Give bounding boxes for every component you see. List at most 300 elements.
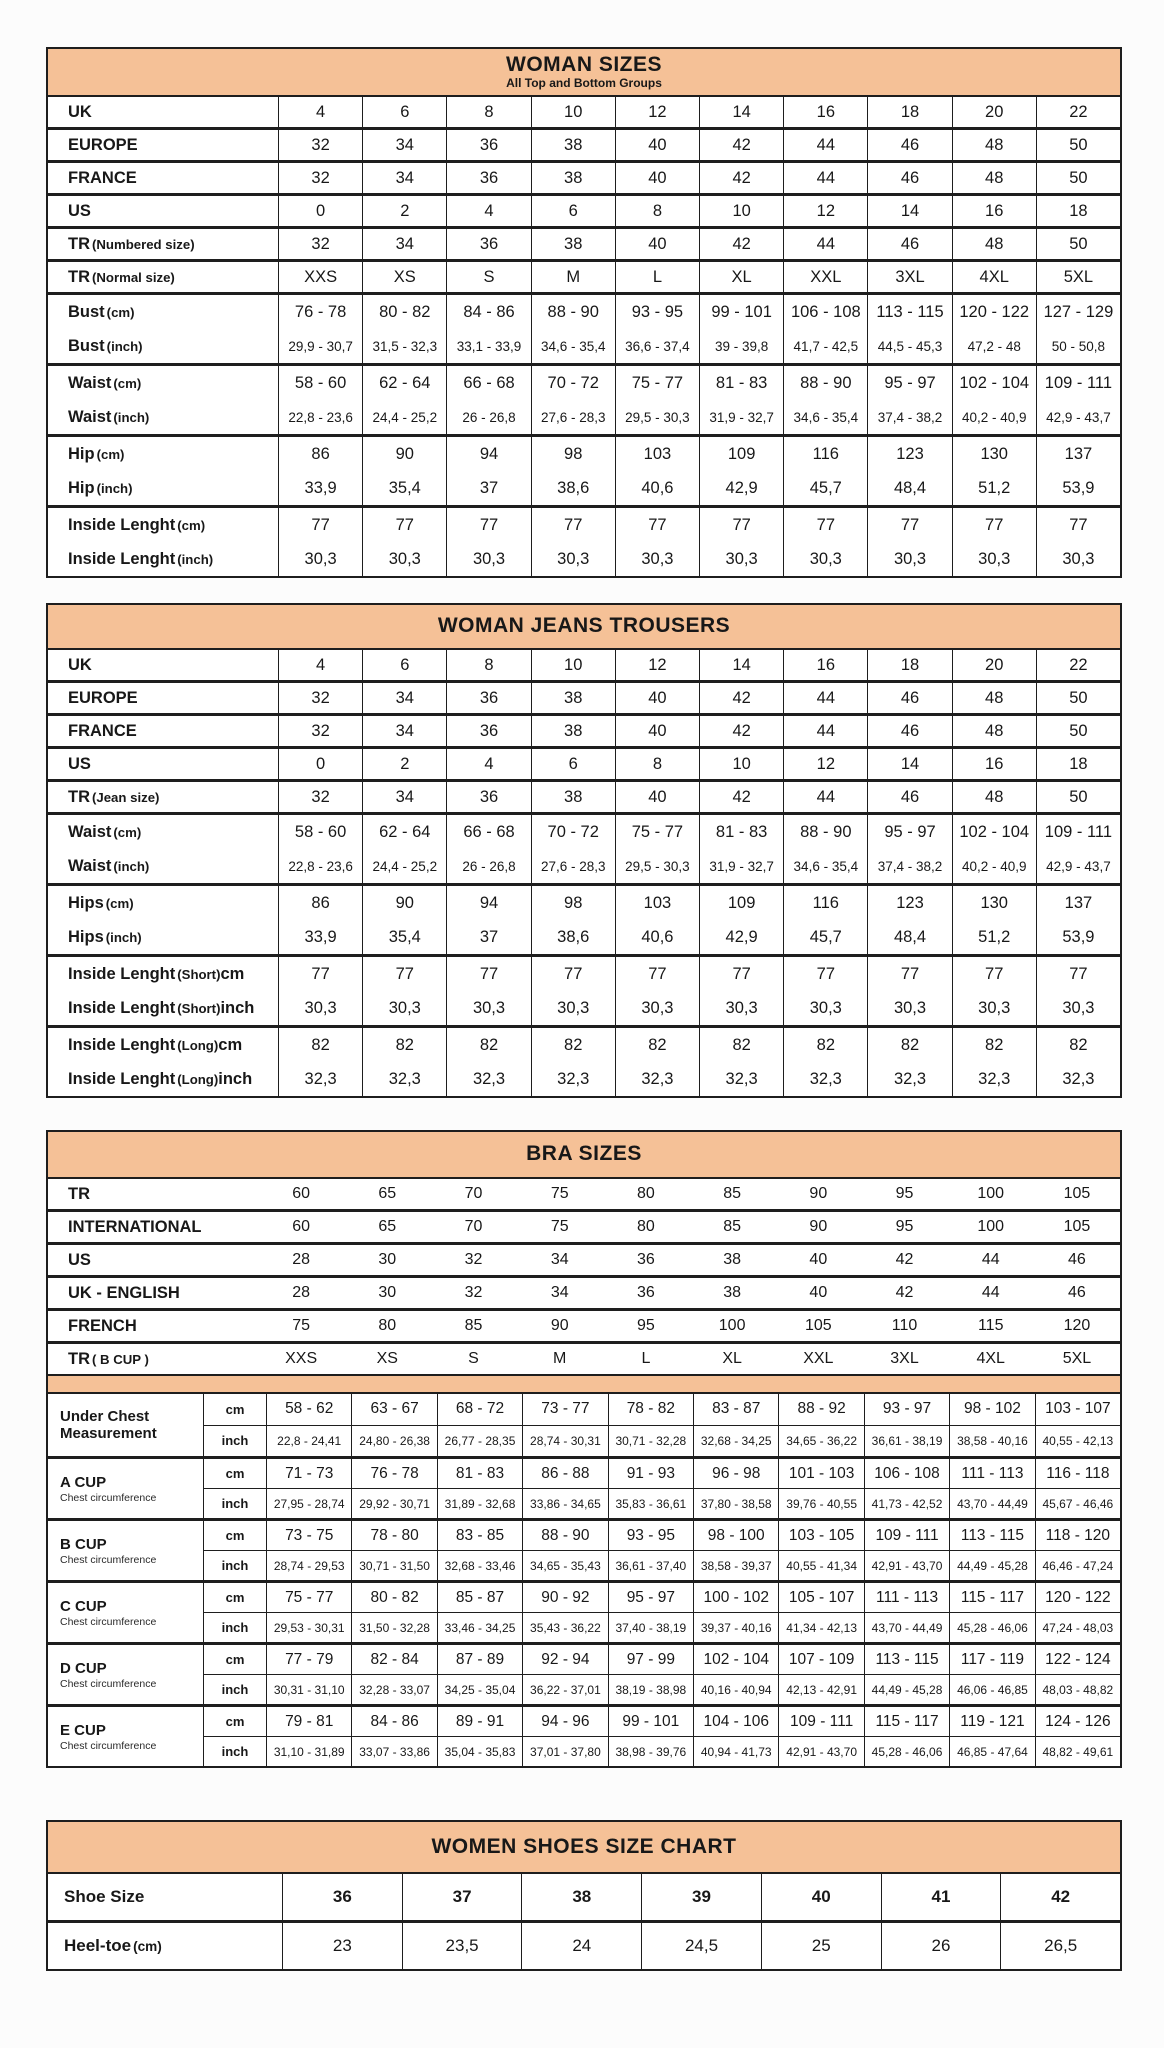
table-cell: 58 - 60: [294, 373, 347, 392]
table-cell: 29,5 - 30,3: [615, 849, 699, 883]
table-cell: 36: [637, 1251, 655, 1268]
table-cell: 30,71 - 32,28: [608, 1426, 693, 1457]
table-cell: 47,24 - 48,03: [1035, 1613, 1120, 1642]
table-cell: 80 - 82: [362, 295, 446, 329]
table-row: [48, 196, 1120, 226]
table-cell: 46: [867, 683, 951, 713]
table-cell: 14: [867, 749, 951, 779]
table-cell: 6: [362, 97, 446, 127]
table-cell: 39,37 - 40,16: [693, 1613, 778, 1642]
table-row: [204, 1488, 1120, 1518]
table-row: [48, 262, 1120, 292]
woman-sizes-header: [48, 49, 1120, 97]
table-row: [48, 991, 1120, 1025]
table-cell: 30,3: [699, 542, 783, 576]
table-cell: 80: [378, 1317, 397, 1334]
table-cell: 22,8 - 23,6: [288, 409, 353, 425]
table-cell: 44: [783, 163, 867, 193]
bra-measurement-grid: [48, 1394, 1120, 1766]
table-cell: 95 - 97: [867, 815, 951, 849]
table-cell: 18: [867, 650, 951, 680]
table-cell: 12: [615, 650, 699, 680]
table-cell: 48,03 - 48,82: [1035, 1675, 1120, 1704]
table-cell: 50 - 50,8: [1036, 329, 1120, 363]
table-cell: 45,67 - 46,46: [1035, 1489, 1120, 1518]
table-cell: 38,6: [531, 920, 615, 954]
unit-label: inch: [204, 1489, 267, 1518]
table-cell: 36,6 - 37,4: [615, 329, 699, 363]
label-unit: (Jean size): [92, 789, 160, 805]
unit-label: cm: [204, 1394, 267, 1425]
table-row: [48, 782, 1120, 812]
table-cell: 33,86 - 34,65: [522, 1489, 607, 1518]
table-cell: 30,3: [699, 991, 783, 1025]
table-cell: 42: [895, 1251, 914, 1268]
table-cell: 27,6 - 28,3: [531, 400, 615, 434]
table-cell: 32: [311, 135, 330, 154]
table-cell: 16: [783, 97, 867, 127]
table-cell: 34: [362, 683, 446, 713]
table-cell: 116 - 118: [1035, 1459, 1120, 1488]
table-cell: 30,3: [304, 549, 337, 568]
row-label: Hip (inch): [48, 471, 279, 505]
table-cell: 6: [531, 196, 615, 226]
table-cell: 115 - 117: [864, 1707, 949, 1736]
table-cell: 34: [362, 716, 446, 746]
table-group: [48, 1275, 1120, 1308]
table-cell: 12: [783, 749, 867, 779]
bra-group-name: E CUP: [60, 1721, 106, 1739]
table-cell: 48: [952, 163, 1036, 193]
table-cell: 34,6 - 35,4: [531, 329, 615, 363]
table-cell: 40: [615, 163, 699, 193]
table-cell: 42: [699, 716, 783, 746]
table-cell: XL: [722, 1350, 742, 1367]
table-cell: 98: [531, 437, 615, 471]
table-cell: 90: [809, 1218, 828, 1235]
table-cell: 45,28 - 46,06: [949, 1613, 1034, 1642]
table-cell: 90: [362, 437, 446, 471]
table-cell: M: [553, 1350, 567, 1367]
table-cell: 77: [1036, 508, 1120, 542]
table-cell: 116: [783, 886, 867, 920]
table-cell: 102 - 104: [952, 815, 1036, 849]
table-cell: 73 - 77: [522, 1394, 607, 1425]
table-cell: 37: [446, 471, 530, 505]
table-group: [48, 1874, 1120, 1920]
table-cell: 75 - 77: [615, 366, 699, 400]
table-cell: 44: [783, 683, 867, 713]
table-row: [204, 1612, 1120, 1642]
table-cell: 60: [292, 1185, 310, 1202]
table-cell: 123: [867, 437, 951, 471]
table-group: [48, 650, 1120, 680]
table-cell: 2: [362, 749, 446, 779]
unit-label: inch: [204, 1613, 267, 1642]
table-cell: 77: [1036, 957, 1120, 991]
table-cell: 77: [952, 508, 1036, 542]
table-cell: S: [446, 262, 530, 292]
table-cell: 10: [531, 650, 615, 680]
unit-label: cm: [204, 1521, 267, 1550]
bra-group: [48, 1518, 1120, 1580]
table-cell: 30,3: [952, 991, 1036, 1025]
table-cell: 77: [867, 957, 951, 991]
table-cell: 103 - 105: [778, 1521, 863, 1550]
table-cell: 94 - 96: [522, 1707, 607, 1736]
table-cell: 105: [1063, 1218, 1091, 1235]
table-cell: 122 - 124: [1035, 1645, 1120, 1674]
table-cell: 81 - 83: [699, 815, 783, 849]
table-cell: 12: [783, 196, 867, 226]
row-label: Bust (cm): [48, 295, 279, 329]
row-label: TR (Normal size): [48, 262, 279, 292]
table-cell: 40,2 - 40,9: [952, 849, 1036, 883]
table-cell: 58 - 62: [285, 1400, 334, 1418]
table-cell: 97 - 99: [608, 1645, 693, 1674]
table-cell: 30,3: [783, 991, 867, 1025]
table-cell: 123: [867, 886, 951, 920]
table-cell: 4: [316, 655, 326, 674]
label-unit: ( B CUP ): [92, 1351, 149, 1367]
table-cell: 32,68 - 34,25: [693, 1426, 778, 1457]
bra-group-rows: [204, 1583, 1120, 1642]
table-cell: 113 - 115: [864, 1645, 949, 1674]
table-cell: XXL: [803, 1350, 834, 1367]
table-group: [48, 1179, 1120, 1209]
table-cell: 38: [531, 130, 615, 160]
row-label: Shoe Size: [48, 1874, 283, 1920]
table-cell: 82: [615, 1028, 699, 1062]
table-cell: 92 - 94: [522, 1645, 607, 1674]
table-cell: 34,25 - 35,04: [437, 1675, 522, 1704]
table-cell: 41,7 - 42,5: [783, 329, 867, 363]
table-row: [48, 1212, 1120, 1242]
table-cell: 39: [641, 1874, 761, 1920]
table-cell: 26 - 26,8: [446, 849, 530, 883]
table-cell: 46,06 - 46,85: [949, 1675, 1034, 1704]
row-label: Inside Lenght (Long) inch: [48, 1062, 279, 1096]
table-cell: 124 - 126: [1035, 1707, 1120, 1736]
table-cell: 34: [362, 163, 446, 193]
bra-group-subname: Chest circumference: [60, 1553, 157, 1566]
table-group: [48, 193, 1120, 226]
bra-group-subname: Chest circumference: [60, 1491, 157, 1504]
table-group: [48, 680, 1120, 713]
table-cell: 8: [615, 196, 699, 226]
table-row: [204, 1583, 1120, 1612]
table-cell: 12: [615, 97, 699, 127]
table-row: [48, 650, 1120, 680]
table-cell: 93 - 95: [608, 1521, 693, 1550]
label-unit: (Numbered size): [92, 236, 195, 252]
table-cell: 35,4: [362, 920, 446, 954]
table-cell: 137: [1036, 437, 1120, 471]
row-label: EUROPE: [48, 683, 279, 713]
row-label: TR ( B CUP ): [68, 1349, 149, 1368]
table-cell: 38: [531, 229, 615, 259]
bra-group-label: [48, 1459, 204, 1518]
unit-label: cm: [204, 1459, 267, 1488]
table-cell: 30,3: [783, 542, 867, 576]
table-cell: 20: [952, 650, 1036, 680]
table-cell: 63 - 67: [351, 1394, 436, 1425]
table-row: [204, 1674, 1120, 1704]
table-cell: 75 - 77: [615, 815, 699, 849]
table-cell: 38: [531, 716, 615, 746]
table-cell: 38: [521, 1874, 641, 1920]
table-row: [48, 329, 1120, 363]
bra-group: [48, 1580, 1120, 1642]
table-cell: 33,46 - 34,25: [437, 1613, 522, 1642]
table-cell: 36: [332, 1887, 352, 1906]
table-cell: 41,73 - 42,52: [864, 1489, 949, 1518]
table-cell: 31,10 - 31,89: [273, 1744, 345, 1759]
table-cell: 30,3: [952, 542, 1036, 576]
table-cell: 32,3: [304, 1069, 337, 1088]
table-cell: 120 - 122: [1035, 1583, 1120, 1612]
bra-group-label: [48, 1394, 204, 1456]
table-cell: 82 - 84: [351, 1645, 436, 1674]
table-cell: XL: [699, 262, 783, 292]
table-cell: 24,5: [641, 1923, 761, 1969]
table-cell: 28,74 - 30,31: [522, 1426, 607, 1457]
table-cell: 103: [615, 886, 699, 920]
table-cell: 26,77 - 28,35: [437, 1426, 522, 1457]
table-cell: 78 - 80: [351, 1521, 436, 1550]
table-cell: 100 - 102: [693, 1583, 778, 1612]
table-cell: 32,3: [362, 1062, 446, 1096]
table-cell: 71 - 73: [285, 1464, 334, 1482]
table-cell: 30,3: [531, 991, 615, 1025]
table-cell: 82: [531, 1028, 615, 1062]
table-cell: 85 - 87: [437, 1583, 522, 1612]
table-cell: 30,3: [446, 542, 530, 576]
table-cell: 48: [952, 683, 1036, 713]
table-cell: 35,83 - 36,61: [608, 1489, 693, 1518]
table-cell: 32,3: [1036, 1062, 1120, 1096]
row-label: Heel-toe (cm): [48, 1923, 283, 1969]
table-cell: 96 - 98: [693, 1459, 778, 1488]
table-cell: 42: [699, 130, 783, 160]
table-cell: 89 - 91: [437, 1707, 522, 1736]
table-cell: 80: [637, 1185, 655, 1202]
woman-sizes-table: [46, 47, 1122, 578]
table-cell: 109 - 111: [1036, 366, 1120, 400]
table-cell: 40,94 - 41,73: [693, 1737, 778, 1766]
table-cell: 66 - 68: [446, 366, 530, 400]
table-group: [48, 97, 1120, 127]
table-cell: 82: [699, 1028, 783, 1062]
table-cell: 38,6: [531, 471, 615, 505]
table-row: [48, 1028, 1120, 1062]
table-row: [48, 400, 1120, 434]
table-group: [48, 363, 1120, 434]
row-label: US: [68, 1250, 91, 1269]
table-cell: 109: [699, 437, 783, 471]
table-cell: 44: [783, 782, 867, 812]
table-cell: 3XL: [867, 262, 951, 292]
bra-group-name: A CUP: [60, 1473, 107, 1491]
table-cell: 44,49 - 45,28: [864, 1675, 949, 1704]
table-cell: 36,61 - 37,40: [608, 1551, 693, 1580]
table-cell: 46: [1068, 1284, 1086, 1301]
table-cell: 44: [783, 229, 867, 259]
label-unit: (Long): [177, 1071, 219, 1087]
table-cell: 90: [362, 886, 446, 920]
table-cell: 84 - 86: [446, 295, 530, 329]
bra-group-label: [48, 1645, 204, 1704]
table-cell: 70: [464, 1218, 483, 1235]
row-label: FRANCE: [48, 716, 279, 746]
table-cell: 106 - 108: [783, 295, 867, 329]
table-cell: 36: [446, 716, 530, 746]
label-unit: (cm): [133, 1938, 162, 1954]
table-cell: 48: [952, 130, 1036, 160]
table-cell: 68 - 72: [437, 1394, 522, 1425]
table-cell: 30,3: [362, 991, 446, 1025]
bra-sizes-conversion-grid: [48, 1179, 1120, 1374]
table-cell: 103: [615, 437, 699, 471]
row-label: TR: [68, 1184, 90, 1203]
table-row: [48, 508, 1120, 542]
table-cell: 32,68 - 33,46: [437, 1551, 522, 1580]
table-cell: 32: [464, 1251, 483, 1268]
table-cell: 76 - 78: [294, 302, 347, 321]
table-cell: 32: [311, 787, 330, 806]
table-cell: 93 - 95: [615, 295, 699, 329]
table-cell: L: [641, 1350, 651, 1367]
table-cell: 82: [867, 1028, 951, 1062]
table-cell: 26: [881, 1923, 1001, 1969]
table-cell: 31,50 - 32,28: [351, 1613, 436, 1642]
table-cell: 48: [952, 716, 1036, 746]
table-cell: 42: [699, 163, 783, 193]
table-cell: 53,9: [1036, 471, 1120, 505]
table-cell: 32,3: [615, 1062, 699, 1096]
woman-jeans-title: WOMAN JEANS TROUSERS: [437, 614, 731, 638]
table-cell: 23: [332, 1936, 352, 1955]
table-cell: 137: [1036, 886, 1120, 920]
table-cell: 6: [362, 650, 446, 680]
label-unit: (inch): [106, 338, 143, 354]
table-cell: 99 - 101: [608, 1707, 693, 1736]
table-cell: 111 - 113: [864, 1583, 949, 1612]
table-cell: 50: [1036, 130, 1120, 160]
table-cell: XXS: [304, 267, 338, 286]
table-row: [48, 957, 1120, 991]
table-cell: 80: [637, 1218, 655, 1235]
table-row: [48, 886, 1120, 920]
table-row: [48, 1179, 1120, 1209]
table-cell: 42: [699, 229, 783, 259]
table-cell: 58 - 60: [294, 822, 347, 841]
row-label: UK: [48, 97, 279, 127]
table-row: [48, 749, 1120, 779]
table-cell: 109 - 111: [864, 1521, 949, 1550]
table-cell: 119 - 121: [949, 1707, 1034, 1736]
table-cell: 40,55 - 41,34: [778, 1551, 863, 1580]
table-group: [48, 1242, 1120, 1275]
table-row: [204, 1550, 1120, 1580]
table-cell: 88 - 90: [783, 366, 867, 400]
table-row: [204, 1459, 1120, 1488]
table-cell: 120 - 122: [952, 295, 1036, 329]
table-cell: 27,95 - 28,74: [273, 1496, 345, 1511]
table-cell: 65: [378, 1185, 397, 1202]
table-cell: 28,74 - 29,53: [273, 1558, 345, 1573]
label-unit: (inch): [96, 480, 133, 496]
table-cell: 44,49 - 45,28: [949, 1551, 1034, 1580]
table-cell: 44: [783, 130, 867, 160]
table-cell: 40: [761, 1874, 881, 1920]
table-cell: 40: [615, 716, 699, 746]
table-cell: 37,4 - 38,2: [867, 400, 951, 434]
table-cell: 46: [867, 782, 951, 812]
table-cell: L: [615, 262, 699, 292]
table-row: [204, 1736, 1120, 1766]
table-cell: 29,53 - 30,31: [273, 1620, 345, 1635]
table-cell: 30,3: [446, 991, 530, 1025]
table-cell: 42,9: [699, 920, 783, 954]
table-cell: 10: [531, 97, 615, 127]
table-cell: 38: [531, 683, 615, 713]
table-cell: 30,3: [867, 542, 951, 576]
table-cell: 45,7: [783, 920, 867, 954]
table-cell: 36: [446, 229, 530, 259]
table-row: [48, 1874, 1120, 1920]
table-cell: 41: [881, 1874, 1001, 1920]
unit-label: inch: [204, 1551, 267, 1580]
table-cell: 109 - 111: [778, 1707, 863, 1736]
table-cell: 109 - 111: [1036, 815, 1120, 849]
table-cell: 85: [464, 1317, 483, 1334]
table-cell: 32,3: [446, 1062, 530, 1096]
table-cell: 36,61 - 38,19: [864, 1426, 949, 1457]
bra-group: [48, 1394, 1120, 1456]
shoes-grid: [48, 1874, 1120, 1969]
table-cell: 4XL: [952, 262, 1036, 292]
table-cell: 22,8 - 23,6: [288, 858, 353, 874]
table-cell: 82: [1036, 1028, 1120, 1062]
table-cell: 93 - 97: [864, 1394, 949, 1425]
woman-sizes-title: WOMAN SIZES: [506, 52, 662, 76]
table-cell: 33,1 - 33,9: [446, 329, 530, 363]
table-row: [48, 130, 1120, 160]
row-label: TR (Jean size): [48, 782, 279, 812]
table-cell: 51,2: [952, 920, 1036, 954]
bra-group: [48, 1456, 1120, 1518]
table-cell: 38,19 - 38,98: [608, 1675, 693, 1704]
table-cell: 4: [446, 196, 530, 226]
table-cell: 8: [446, 650, 530, 680]
table-cell: 40,2 - 40,9: [952, 400, 1036, 434]
table-cell: 43,70 - 44,49: [949, 1489, 1034, 1518]
table-cell: 102 - 104: [952, 366, 1036, 400]
table-cell: 95: [637, 1317, 655, 1334]
table-cell: 42,13 - 42,91: [778, 1675, 863, 1704]
table-cell: 36: [446, 683, 530, 713]
woman-sizes-grid: [48, 97, 1120, 576]
row-label: FRENCH: [68, 1316, 137, 1335]
table-cell: 2: [362, 196, 446, 226]
table-cell: 24: [521, 1923, 641, 1969]
table-cell: 42: [895, 1284, 914, 1301]
table-cell: 53,9: [1036, 920, 1120, 954]
table-cell: 88 - 90: [522, 1521, 607, 1550]
table-cell: 22: [1036, 650, 1120, 680]
table-group: [48, 259, 1120, 292]
